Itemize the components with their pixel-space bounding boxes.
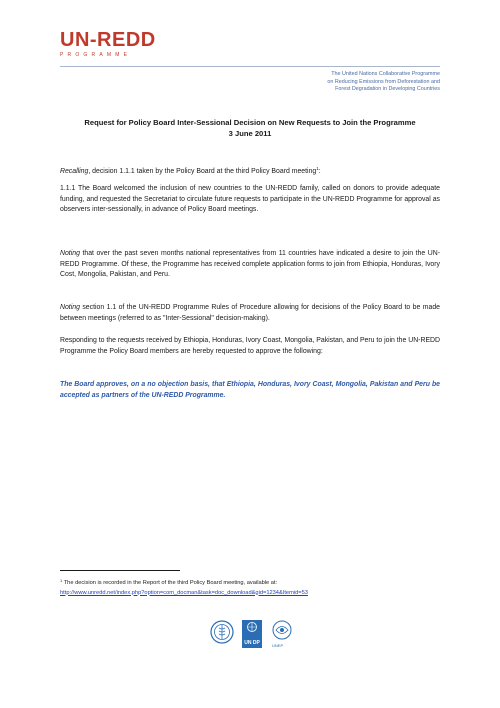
footnote-number: 1 <box>60 578 63 583</box>
para-lead: Recalling <box>60 168 89 175</box>
tagline-line: The United Nations Collaborative Programme <box>331 71 440 77</box>
paragraph-decision-quote: 1.1.1 The Board welcomed the inclusion of new countries to the UN-REDD family, called on donors to provide adequate funding, and requested the Secretariat to circulate future requests to participate in the UN-REDD Programme for approval as observers inter-sessionally, in advance of Policy Board meetings. <box>60 185 440 214</box>
undp-label: UN DP <box>244 640 260 646</box>
title-text: Request for Policy Board Inter-Sessional Decision on New Requests to Join the Programme <box>84 118 416 127</box>
paragraph-recalling <box>60 164 440 178</box>
title-date: 3 June 2011 <box>228 128 272 138</box>
logo-wordmark: UN-REDD <box>60 29 156 51</box>
footnote <box>60 576 460 598</box>
undp-logo-icon <box>242 620 262 648</box>
para-end: : <box>318 168 321 175</box>
para-text: , decision 1.1.1 taken by the Policy Board at the third Policy Board meeting <box>88 168 317 175</box>
tagline-line: on Reducing Emissions from Deforestation and <box>327 78 440 85</box>
un-redd-logo <box>60 30 156 58</box>
para-text: section 1.1 of the UN-REDD Programme Rules of Procedure allowing for decisions of the Policy Board to be made between meetings (referred to as "Inter-Sessional" decision-making). <box>60 304 440 322</box>
fao-logo-icon <box>210 620 234 644</box>
footnote-ref[interactable]: 1 <box>316 166 319 171</box>
paragraph-noting-rules <box>60 303 440 324</box>
header-divider <box>60 66 440 67</box>
partner-logos <box>210 620 300 650</box>
para-lead: Noting <box>60 250 80 257</box>
footnote-divider <box>60 570 180 571</box>
unep-logo-icon <box>270 620 294 642</box>
footnote-text: The decision is recorded in the Report of the third Policy Board meeting, available at: <box>62 580 278 586</box>
footnote-link[interactable]: http://www.unredd.net/index.php?option=com_docman&task=doc_download&gid=1234&Itemid=53 <box>60 589 308 596</box>
programme-tagline <box>327 71 440 94</box>
para-lead: Noting <box>60 304 80 311</box>
logo-subtitle: PROGRAMME <box>60 52 132 58</box>
para-text: that over the past seven months national representatives from 11 countries have indicated a desire to join the UN-REDD Programme. Of these, the Programme has received complete application forms to join from Ethiopia, Honduras, Ivory Cost, Mongolia, Pakistan, and Peru. <box>60 250 440 279</box>
unep-label: UNEP <box>272 643 284 648</box>
paragraph-request: Responding to the requests received by Ethiopia, Honduras, Ivory Coast, Mongolia, Pakistan, and Peru to join the UN-REDD Programme the Policy Board members are hereby requested to approve the following: <box>60 337 440 355</box>
tagline-line: Forest Degradation in Developing Countries <box>335 86 440 93</box>
board-decision: The Board approves, on a no objection basis, that Ethiopia, Honduras, Ivory Coast, Mongolia, Pakistan and Peru be accepted as partners of the UN-REDD Programme. <box>60 381 440 399</box>
paragraph-noting-countries <box>60 249 440 281</box>
document-title <box>60 118 440 139</box>
